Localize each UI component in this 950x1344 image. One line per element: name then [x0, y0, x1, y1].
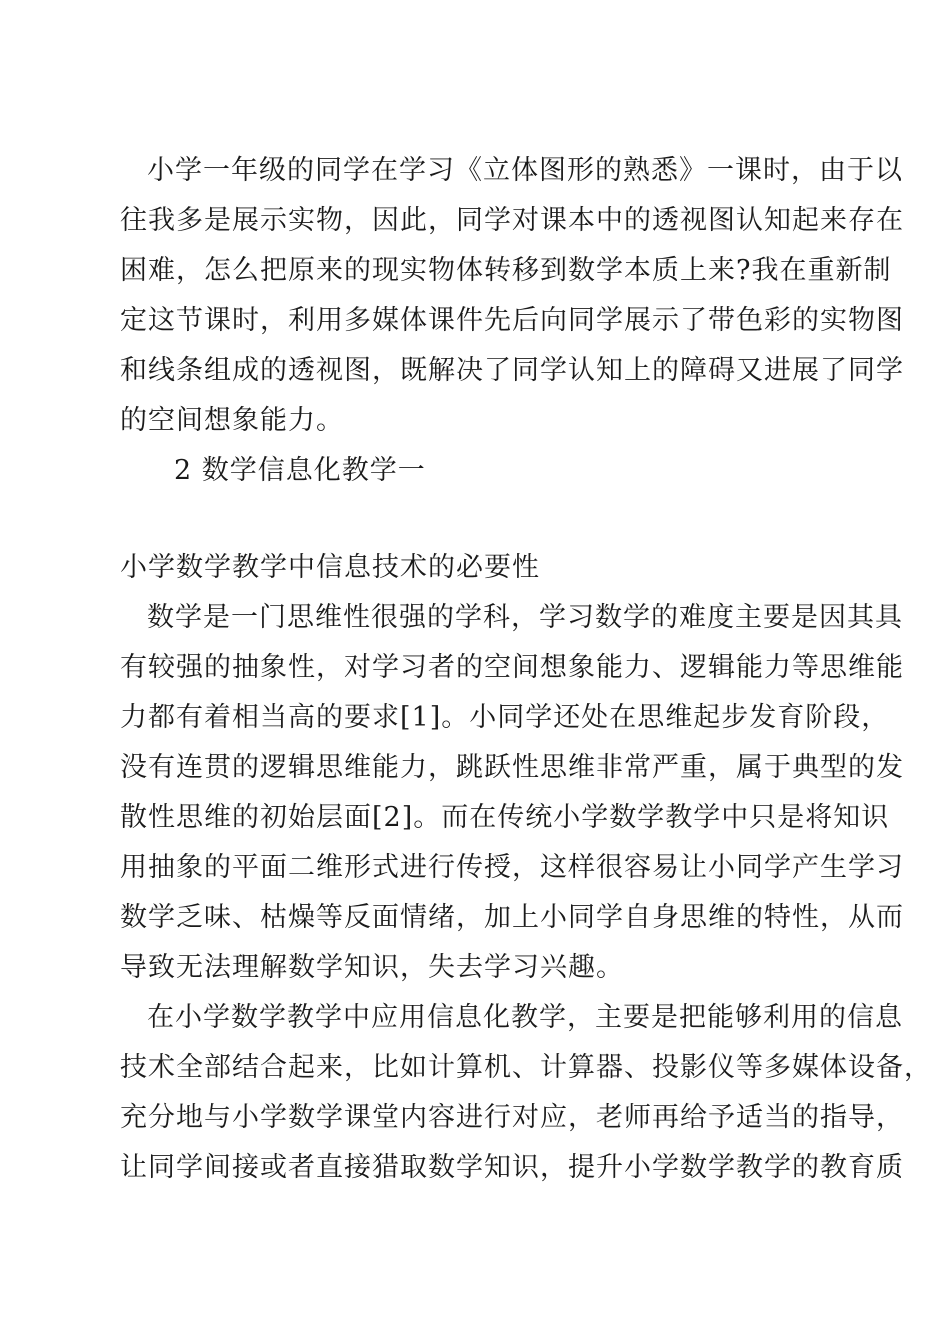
paragraph-1-line-5: 和线条组成的透视图，既解决了同学认知上的障碍又进展了同学: [120, 355, 904, 386]
paragraph-2-line-5: 散性思维的初始层面[2]。而在传统小学数学教学中只是将知识: [120, 802, 890, 833]
paragraph-2-line-3: 力都有着相当高的要求[1]。小同学还处在思维起步发育阶段，: [120, 702, 890, 733]
section-heading: 2 数学信息化教学一: [174, 455, 426, 486]
paragraph-3-line-1: 在小学数学教学中应用信息化教学，主要是把能够利用的信息: [147, 1002, 903, 1033]
paragraph-3-line-3: 充分地与小学数学课堂内容进行对应，老师再给予适当的指导，: [120, 1102, 904, 1133]
paragraph-2-line-4: 没有连贯的逻辑思维能力，跳跃性思维非常严重，属于典型的发: [120, 752, 904, 783]
paragraph-2-line-1: 数学是一门思维性很强的学科，学习数学的难度主要是因其具: [147, 602, 903, 633]
paragraph-1-line-2: 往我多是展示实物，因此，同学对课本中的透视图认知起来存在: [120, 205, 904, 236]
paragraph-3-line-4: 让同学间接或者直接猎取数学知识，提升小学数学教学的教育质: [120, 1152, 904, 1183]
paragraph-2-line-8: 导致无法理解数学知识，失去学习兴趣。: [120, 952, 624, 983]
paragraph-2-line-2: 有较强的抽象性，对学习者的空间想象能力、逻辑能力等思维能: [120, 652, 904, 683]
paragraph-1-line-4: 定这节课时，利用多媒体课件先后向同学展示了带色彩的实物图: [120, 305, 904, 336]
paragraph-2-line-7: 数学乏味、枯燥等反面情绪，加上小同学自身思维的特性，从而: [120, 902, 904, 933]
paragraph-1-line-3: 困难，怎么把原来的现实物体转移到数学本质上来?我在重新制: [120, 255, 892, 286]
subsection-heading: 小学数学教学中信息技术的必要性: [120, 552, 540, 583]
paragraph-1-line-6: 的空间想象能力。: [120, 405, 344, 436]
paragraph-1-line-1: 小学一年级的同学在学习《立体图形的熟悉》一课时，由于以: [147, 155, 903, 186]
paragraph-2-line-6: 用抽象的平面二维形式进行传授，这样很容易让小同学产生学习: [120, 852, 904, 883]
paragraph-3-line-2: 技术全部结合起来，比如计算机、计算器、投影仪等多媒体设备，: [120, 1052, 932, 1083]
